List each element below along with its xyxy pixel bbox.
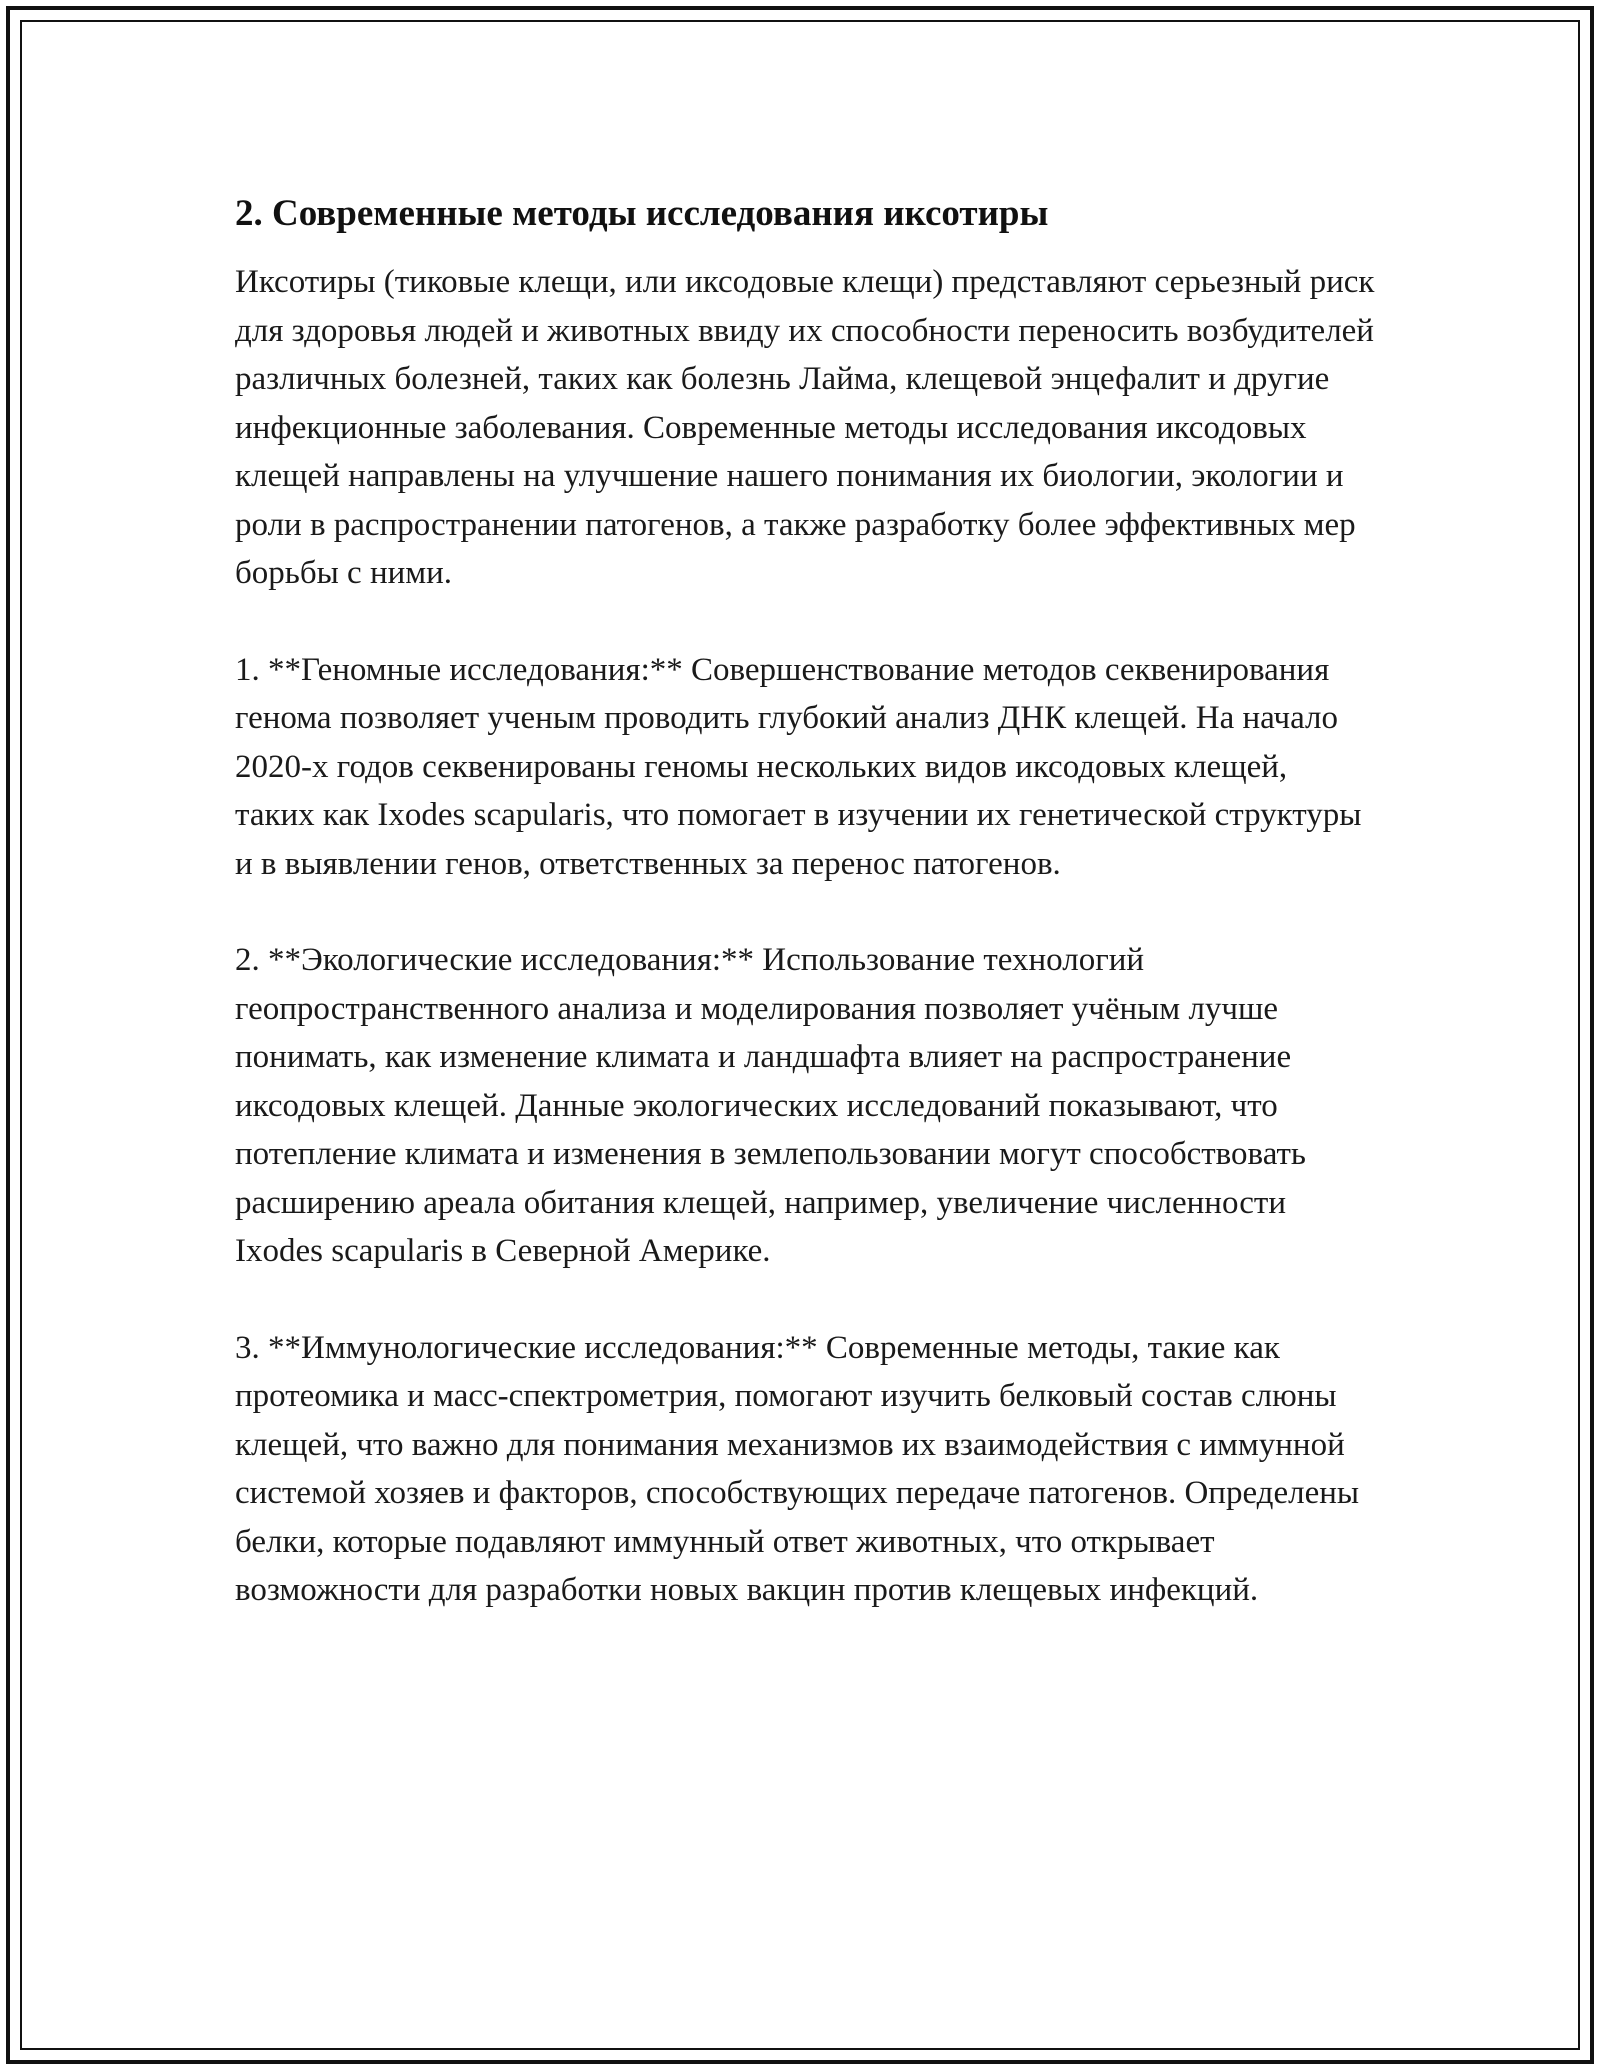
ecological-research-paragraph: 2. **Экологические исследования:** Использование технологий геопространственного анализа и моделирования позволяет учёным лучше понимать, как изменение климата и ландшафта влияет на распространение иксодовых клещей. Данные экологических исследований показывают, что потепление климата и изменения в землепользовании могут способствовать расширению ареала обитания клещей, например, увеличение численности Ixodes scapularis в Северной Америке.	[235, 942, 1306, 1269]
genomic-research-paragraph: 1. **Геномные исследования:** Совершенствование методов секвенирования генома позволяет ученым проводить глубокий анализ ДНК клещей. На начало 2020-х годов секвенированы геномы нескольких видов иксодовых клещей, таких как Ixodes scapularis, что помогает в изучении их генетической структуры и в выявлении генов, ответственных за перенос патогенов.	[235, 651, 1362, 882]
section-heading: 2. Современные методы исследования иксотиры	[235, 193, 1049, 234]
document-body	[235, 188, 1375, 1663]
immunological-research-paragraph: 3. **Иммунологические исследования:** Современные методы, такие как протеомика и масс-спектрометрия, помогают изучить белковый состав слюны клещей, что важно для понимания механизмов их взаимодействия с иммунной системой хозяев и факторов, способствующих передаче патогенов. Определены белки, которые подавляют иммунный ответ животных, что открывает возможности для разработки новых вакцин против клещевых инфекций.	[235, 1329, 1360, 1608]
intro-paragraph: Иксотиры (тиковые клещи, или иксодовые клещи) представляют серьезный риск для здоровья людей и животных ввиду их способности переносить возбудителей различных болезней, таких как болезнь Лайма, клещевой энцефалит и другие инфекционные заболевания. Современные методы исследования иксодовых клещей направлены на улучшение нашего понимания их биологии, экологии и роли в распространении патогенов, а также разработку более эффективных мер борьбы с ними.	[235, 264, 1375, 591]
